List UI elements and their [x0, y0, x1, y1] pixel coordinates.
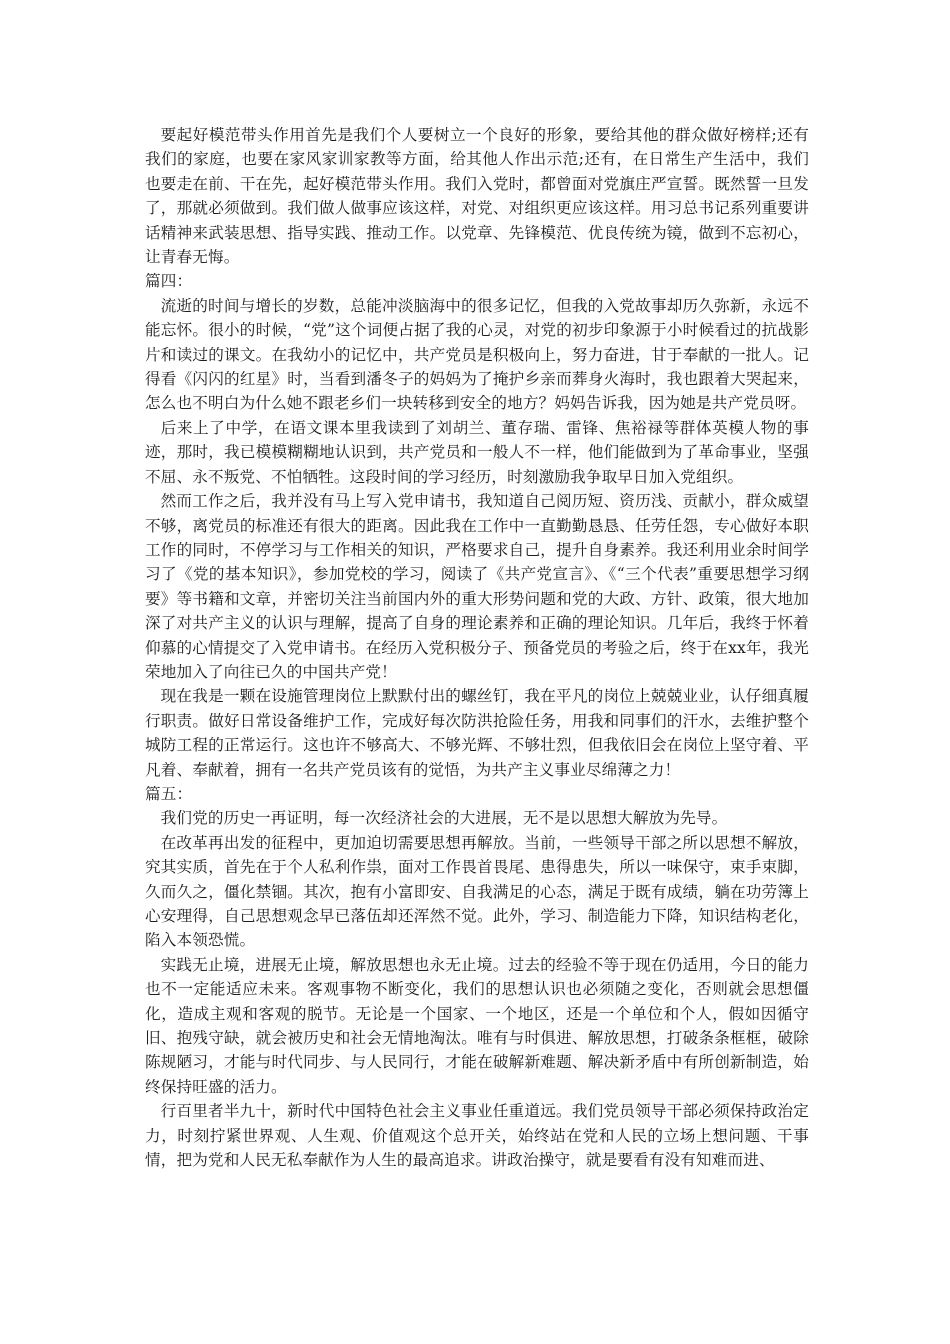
section-heading: 篇四：	[145, 272, 193, 291]
paragraph: 现在我是一颗在设施管理岗位上默默付出的螺丝钉，我在平凡的岗位上兢兢业业，认仔细真履行职责。做好日常设备维护工作，完成好每次防洪抢险任务，用我和同事们的汗水，去维护整个城防工程的正常运行。这也许不够高大、不够光辉、不够壮烈，但我依旧会在岗位上坚守着、平凡着、奉献着，拥有一名共产党员该有的觉悟，为共产主义事业尽绵薄之力！	[145, 687, 809, 779]
paragraph: 行百里者半九十，新时代中国特色社会主义事业任重道远。我们党员领导干部必须保持政治定力，时刻拧紧世界观、人生观、价值观这个总开关，始终站在党和人民的立场上想问题、干事情，把为党和人民无私奉献作为人生的最高追求。讲政治操守，就是要看有没有知难而进、	[145, 1102, 809, 1170]
section-heading: 篇五：	[145, 784, 193, 803]
paragraph: 实践无止境，进展无止境，解放思想也永无止境。过去的经验不等于现在仍适用，今日的能力也不一定能适应未来。客观事物不断变化，我们的思想认识也必须随之变化，否则就会思想僵化，造成主观和客观的脱节。无论是一个国家、一个地区，还是一个单位和个人，假如因循守旧、抱残守缺，就会被历史和社会无情地淘汰。唯有与时俱进、解放思想，打破条条框框，破除陈规陋习，才能与时代同步、与人民同行，才能在破解新难题、解决新矛盾中有所创新制造，始终保持旺盛的活力。	[145, 955, 809, 1096]
document-body	[145, 123, 809, 1172]
paragraph: 在改革再出发的征程中，更加迫切需要思想再解放。当前，一些领导干部之所以思想不解放，究其实质，首先在于个人私利作祟，面对工作畏首畏尾、患得患失，所以一味保守，束手束脚，久而久之，僵化禁锢。其次，抱有小富即安、自我满足的心态，满足于既有成绩，躺在功劳簿上心安理得，自己思想观念早已落伍却还浑然不觉。此外，学习、制造能力下降，知识结构老化，陷入本领恐慌。	[145, 833, 809, 950]
paragraph: 要起好模范带头作用首先是我们个人要树立一个良好的形象，要给其他的群众做好榜样;还有我们的家庭，也要在家风家训家教等方面，给其他人作出示范;还有，在日常生产生活中，我们也要走在前、干在先，起好模范带头作用。我们入党时，都曾面对党旗庄严宣誓。既然誓一旦发了，那就必须做到。我们做人做事应该这样，对党、对组织更应该这样。用习总书记系列重要讲话精神来武装思想、指导实践、推动工作。以党章、先锋模范、优良传统为镜，做到不忘初心，让青春无悔。	[145, 126, 809, 267]
paragraph: 流逝的时间与增长的岁数，总能冲淡脑海中的很多记忆，但我的入党故事却历久弥新，永远不能忘怀。很小的时候，“党”这个词便占据了我的心灵，对党的初步印象源于小时候看过的抗战影片和读过的课文。在我幼小的记忆中，共产党员是积极向上，努力奋进，甘于奉献的一批人。记得看《闪闪的红星》时，当看到潘冬子的妈妈为了掩护乡亲而葬身火海时，我也跟着大哭起来，怎么也不明白为什么她不跟老乡们一块转移到安全的地方？妈妈告诉我，因为她是共产党员呀。	[145, 296, 809, 413]
paragraph: 然而工作之后，我并没有马上写入党申请书，我知道自己阅历短、资历浅、贡献小，群众威望不够，离党员的标准还有很大的距离。因此我在工作中一直勤勤恳恳、任劳任怨，专心做好本职工作的同时，不停学习与工作相关的知识，严格要求自己，提升自身素养。我还利用业余时间学习了《党的基本知识》，参加党校的学习，阅读了《共产党宣言》、《“三个代表”重要思想学习纲要》等书籍和文章，并密切关注当前国内外的重大形势问题和党的大政、方针、政策，很大地加深了对共产主义的认识与理解，提高了自身的理论素养和正确的理论知识。几年后，我终于怀着仰慕的心情提交了入党申请书。在经历入党积极分子、预备党员的考验之后，终于在xx年，我光荣地加入了向往已久的中国共产党！	[145, 492, 809, 681]
paragraph: 我们党的历史一再证明，每一次经济社会的大进展，无不是以思想大解放为先导。	[160, 809, 728, 828]
paragraph: 后来上了中学，在语文课本里我读到了刘胡兰、董存瑞、雷锋、焦裕禄等群体英模人物的事迹，那时，我已模模糊糊地认识到，共产党员和一般人不一样，他们能做到为了革命事业，坚强不屈、永不叛党、不怕牺牲。这段时间的学习经历，时刻激励我争取早日加入党组织。	[145, 418, 809, 486]
